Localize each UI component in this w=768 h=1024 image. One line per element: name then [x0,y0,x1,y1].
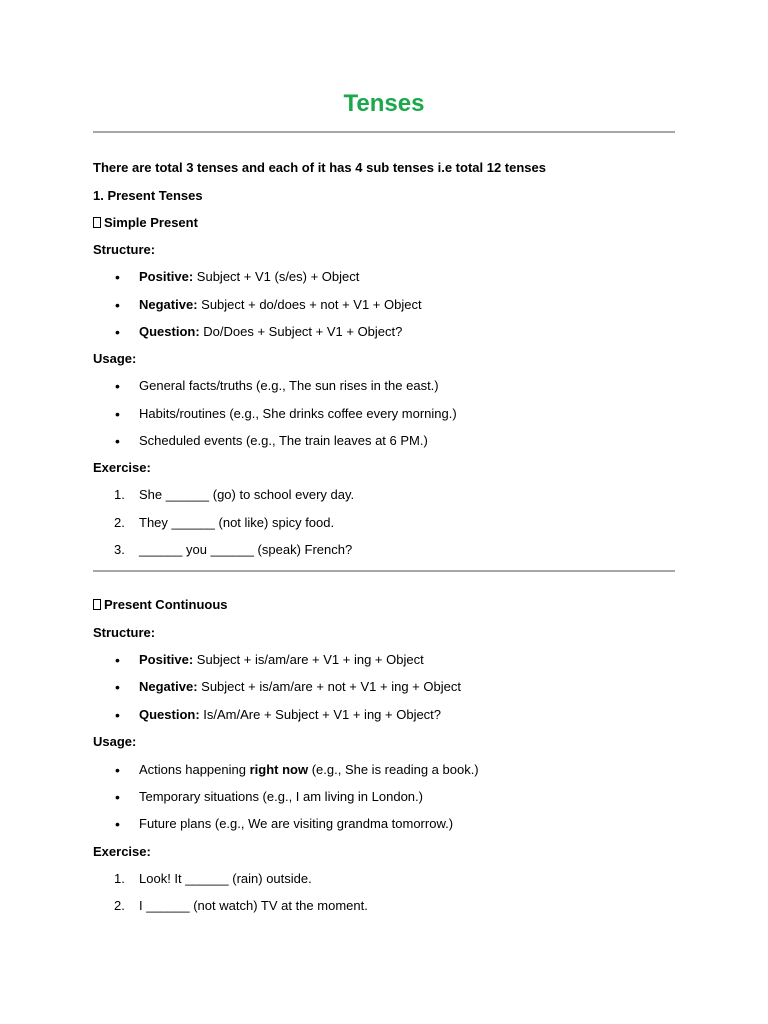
bullet-icon: • [115,816,120,832]
list-item: Temporary situations (e.g., I am living in London.) [139,789,423,804]
list-number: 1. [114,487,125,502]
subsection-heading-present-continuous: Present Continuous [93,596,228,614]
bullet-icon: • [115,762,120,778]
section-divider [93,570,675,572]
intro-text: There are total 3 tenses and each of it has 4 sub tenses i.e total 12 tenses [93,160,547,175]
list-item: Negative: Subject + is/am/are + not + V1 + ing + Object [139,679,461,694]
missing-glyph-icon [93,599,101,610]
structure-label: Structure: [93,625,156,640]
missing-glyph-icon [93,217,101,228]
list-number: 2. [114,898,125,913]
subsection-heading-simple-present: Simple Present [93,214,198,232]
title-divider [93,131,675,133]
list-number: 2. [114,515,125,530]
list-item: Question: Do/Does + Subject + V1 + Object? [139,324,403,339]
list-item: Positive: Subject + is/am/are + V1 + ing + Object [139,652,424,667]
bullet-icon: • [115,406,120,422]
list-item: Future plans (e.g., We are visiting grandma tomorrow.) [139,816,454,831]
bullet-icon: • [115,324,120,340]
list-item: Actions happening right now (e.g., She is reading a book.) [139,762,479,777]
list-item: Scheduled events (e.g., The train leaves at 6 PM.) [139,433,428,448]
exercise-label: Exercise: [93,460,151,475]
bullet-icon: • [115,707,120,723]
exercise-item: She ______ (go) to school every day. [139,487,355,502]
usage-label: Usage: [93,734,137,749]
exercise-item: They ______ (not like) spicy food. [139,515,335,530]
list-item: Habits/routines (e.g., She drinks coffee every morning.) [139,406,457,421]
list-item: Positive: Subject + V1 (s/es) + Object [139,269,360,284]
bullet-icon: • [115,789,120,805]
bullet-icon: • [115,297,120,313]
exercise-label: Exercise: [93,844,151,859]
list-item: General facts/truths (e.g., The sun rises in the east.) [139,378,439,393]
list-item: Question: Is/Am/Are + Subject + V1 + ing + Object? [139,707,442,722]
bullet-icon: • [115,679,120,695]
list-number: 3. [114,542,125,557]
section-heading: 1. Present Tenses [93,188,203,203]
exercise-item: I ______ (not watch) TV at the moment. [139,898,368,913]
bullet-icon: • [115,652,120,668]
bullet-icon: • [115,433,120,449]
exercise-item: Look! It ______ (rain) outside. [139,871,312,886]
bullet-icon: • [115,378,120,394]
bullet-icon: • [115,269,120,285]
list-item: Negative: Subject + do/does + not + V1 + Object [139,297,422,312]
document-title: Tenses [343,90,425,117]
list-number: 1. [114,871,125,886]
structure-label: Structure: [93,242,156,257]
usage-label: Usage: [93,351,137,366]
exercise-item: ______ you ______ (speak) French? [139,542,353,557]
